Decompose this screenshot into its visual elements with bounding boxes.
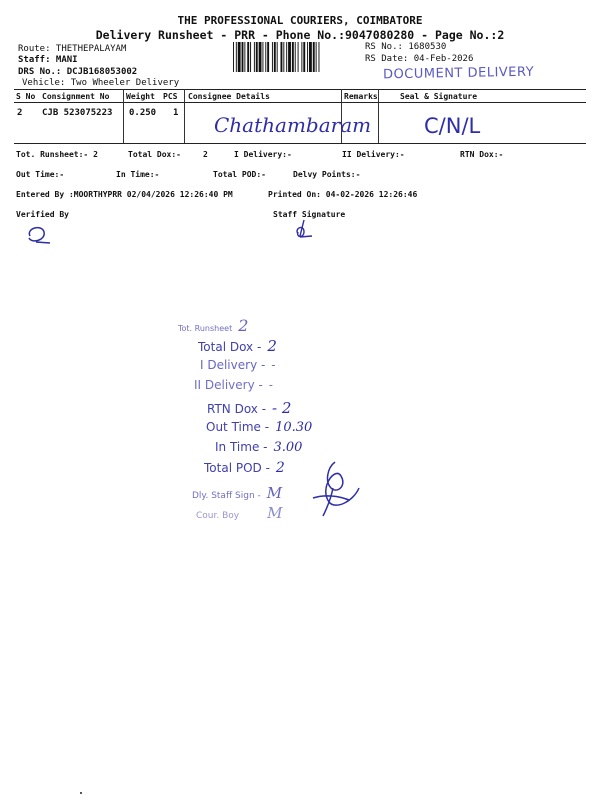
note-value: 2 [275, 460, 285, 476]
note-label: Tot. Runsheet [178, 324, 233, 333]
note-total-pod [204, 460, 285, 476]
rs-number: RS No.: 1680530 [365, 42, 447, 52]
total-pod: Total POD:- [213, 170, 266, 179]
note-label: Dly. Staff Sign - [192, 491, 261, 501]
tot-runsheet: Tot. Runsheet:- 2 [16, 150, 98, 159]
out-time: Out Time:- [16, 170, 65, 179]
i-delivery: I Delivery:- [234, 150, 292, 159]
note-label: Cour. Boy [196, 511, 240, 521]
note-value: M [267, 504, 283, 522]
note-value: - [271, 358, 276, 372]
verified-by-label: Verified By [16, 210, 69, 219]
th-consignment: Consignment No [42, 92, 110, 101]
route: Route: THETHEPALAYAM [18, 44, 127, 54]
staff-signature-mark [290, 218, 316, 242]
in-time: In Time:- [116, 170, 160, 179]
table-top-rule [14, 89, 586, 90]
th-details: Consignee Details [188, 92, 270, 101]
cell-sno: 2 [17, 108, 23, 118]
staff-signature-label: Staff Signature [273, 210, 346, 219]
note-value: 3.00 [273, 440, 303, 455]
note-tot-runsheet [178, 316, 248, 335]
col-divider [123, 89, 124, 143]
note-value: M [266, 484, 283, 502]
drs-number: DRS No.: DCJB168053002 [18, 67, 138, 77]
note-value: 10.30 [275, 420, 313, 435]
note-value: - 2 [272, 399, 292, 417]
ii-delivery: II Delivery:- [342, 150, 405, 159]
note-ii-delivery [194, 378, 273, 392]
note-i-delivery [200, 358, 275, 372]
note-label: Out Time - [206, 420, 270, 434]
note-in-time [215, 440, 302, 455]
runsheet-subtitle: Delivery Runsheet - PRR - Phone No.:9047080280 - Page No.:2 [95, 28, 505, 42]
col-divider [184, 89, 185, 143]
note-value: 2 [238, 316, 249, 335]
staff: Staff: MANI [18, 55, 78, 65]
company-name: THE PROFESSIONAL COURIERS, COIMBATORE [177, 14, 423, 27]
note-label: I Delivery - [200, 358, 266, 372]
cell-seal-handwritten: C/N/L [424, 114, 481, 138]
note-dly-staff-sign [192, 484, 282, 502]
th-pcs: PCS [163, 92, 178, 101]
note-label: RTN Dox - [207, 402, 267, 416]
total-dox-label: Total Dox:- [128, 150, 181, 159]
delvy-points: Delvy Points:- [293, 170, 361, 179]
note-label: Total Dox - [198, 340, 262, 354]
table-header-rule [14, 102, 586, 103]
courier-signature-mark [305, 458, 365, 520]
cell-weight: 0.250 [129, 108, 157, 118]
barcode [232, 42, 362, 72]
col-divider [378, 89, 379, 143]
document-delivery-stamp: DOCUMENT DELIVERY [382, 64, 535, 83]
note-label: Total POD - [204, 461, 270, 475]
total-dox-value: 2 [203, 150, 208, 159]
speck [80, 792, 82, 794]
cell-consignment: CJB 523075223 [42, 108, 113, 118]
note-total-dox [198, 337, 277, 355]
table-bottom-rule [14, 143, 586, 144]
cell-pcs: 1 [173, 108, 179, 118]
th-remarks: Remarks [344, 92, 378, 101]
th-weight: Weight [126, 92, 155, 101]
verified-signature-mark [24, 222, 54, 246]
th-seal: Seal & Signature [400, 92, 478, 101]
rtn-dox: RTN Dox:- [460, 150, 504, 159]
note-label: In Time - [215, 440, 268, 454]
note-value: - [268, 378, 273, 392]
entered-by: Entered By :MOORTHYPRR 02/04/2026 12:26:40 PM [16, 190, 233, 199]
note-rtn-dox [207, 399, 291, 417]
rs-date: RS Date: 04-Feb-2026 [365, 54, 474, 64]
vehicle: Vehicle: Two Wheeler Delivery [22, 78, 180, 88]
cell-consignee-handwritten: Chathambaram [214, 113, 372, 137]
note-value: 2 [267, 337, 277, 355]
printed-on: Printed On: 04-02-2026 12:26:46 [268, 190, 418, 199]
note-out-time [206, 420, 312, 435]
note-cour-boy [196, 504, 282, 522]
th-sno: S No [16, 92, 36, 101]
note-label: II Delivery - [194, 378, 263, 392]
